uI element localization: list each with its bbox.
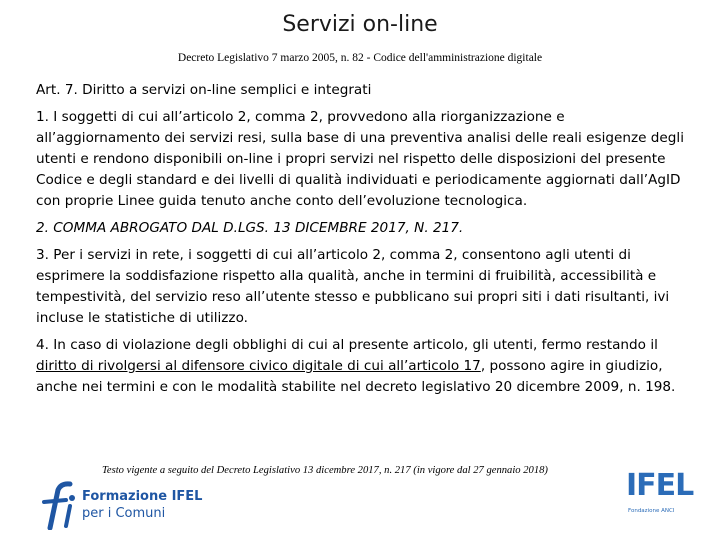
- page-title: Servizi on-line: [282, 12, 438, 37]
- formazione-ifel-logo: [36, 480, 206, 532]
- article-body: [36, 80, 690, 404]
- page-subtitle: Decreto Legislativo 7 marzo 2005, n. 82 - Codice dell'amministrazione digitale: [177, 52, 543, 64]
- ifel-subtitle: Fondazione ANCI: [628, 508, 675, 514]
- footnote: Testo vigente a seguito del Decreto Legislativo 13 dicembre 2017, n. 217 (in vigore dal 27 gennaio 2018): [102, 465, 548, 476]
- logo-left-line2: per i Comuni: [82, 506, 166, 521]
- paragraph-4-end: , possono agire in giudizio, anche nei termini e con le modalità stabilite nel decreto legislativo 20 dicembre 2009, n. 198.: [36, 358, 676, 395]
- paragraph-4-start: 4. In caso di violazione degli obblighi di cui al presente articolo, gli utenti, fermo restando il: [36, 337, 658, 353]
- article-heading: Art. 7. Diritto a servizi on-line semplici e integrati: [36, 82, 372, 98]
- paragraph-3: 3. Per i servizi in rete, i soggetti di cui all’articolo 2, comma 2, consentono agli utenti di esprimere la soddisfazione rispetto alla qualità, anche in termini di fruibilità, accessibilità e tempestività, del servizio reso all’utente stesso e pubblicano sui propri siti i dati risultanti, ivi incluse le statistiche di utilizzo.: [36, 247, 670, 326]
- ifel-logo: [626, 468, 694, 528]
- ifel-brand: IFEL: [626, 468, 694, 503]
- paragraph-4: [36, 335, 690, 398]
- logo-left-line1: Formazione IFEL: [82, 489, 203, 504]
- paragraph-2: 2. COMMA ABROGATO DAL D.LGS. 13 DICEMBRE 2017, N. 217.: [36, 220, 464, 236]
- fi-logo-icon: [36, 480, 80, 530]
- paragraph-1: 1. I soggetti di cui all’articolo 2, comma 2, provvedono alla riorganizzazione e all’aggiornamento dei servizi resi, sulla base di una preventiva analisi delle reali esigenze degli utenti e rendono disponibili on-line i propri servizi nel rispetto delle disposizioni del presente Codice e degli standard e dei livelli di qualità individuati e periodicamente aggiornati dall’AgID con proprie Linee guida tenuto anche conto dell’evoluzione tecnologica.: [36, 109, 684, 209]
- difensore-civico-link[interactable]: diritto di rivolgersi al difensore civico digitale di cui all’articolo 17: [36, 358, 481, 374]
